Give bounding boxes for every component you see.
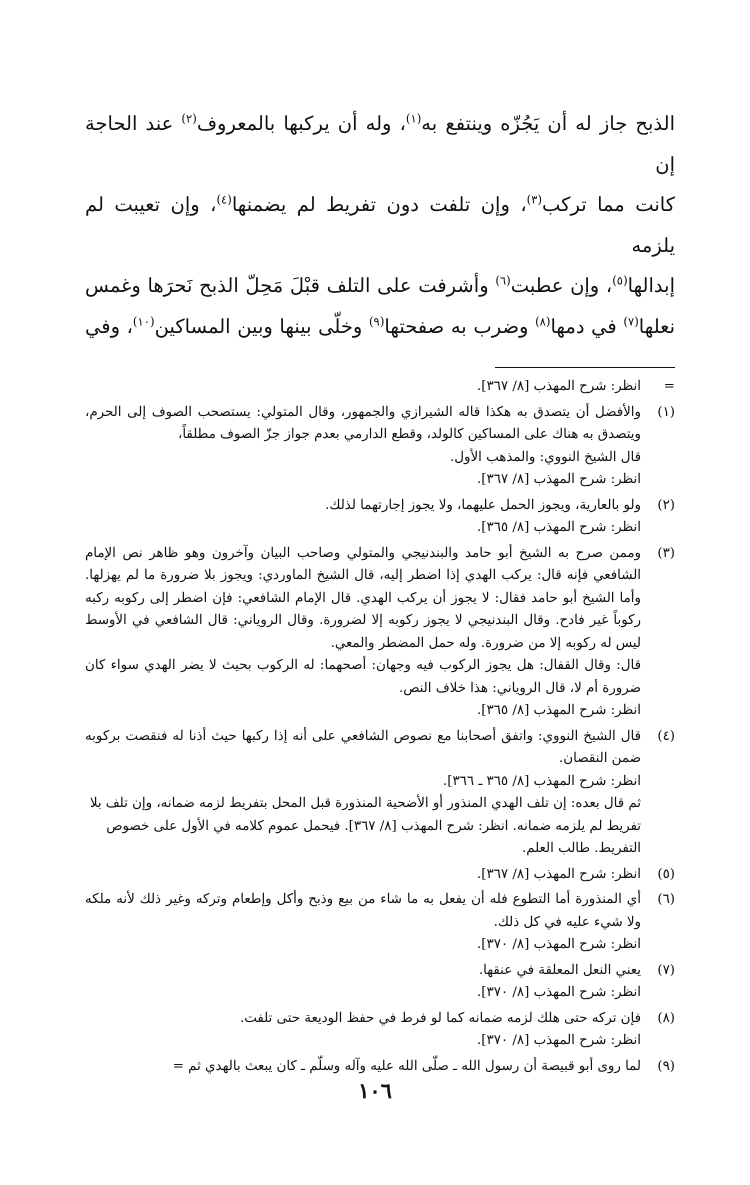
footnote-line: وممن صرح به الشيخ أبو حامد والبندنيجي والمتولي وصاحب البيان وآخرون وهو ظاهر نص الإمام الشافعي فإنه قال: يركب الهدي إذا اضطر إليه، قال الشيخ الماوردي: ويجوز بلا ضرورة ما لم يهزلها. وأما الشيخ أبو حامد فقال: لا يجوز أن يركب الهدي. قال الإمام الشافعي: فإن اضطر إلى ركوبه ركبه ركوباً غير فادح. وقال البندنيجي لا يجوز ركوبه إلا لضرورة. وقال الروياني: قال الشافعي في الأوسط ليس له ركوبه إلا من ضرورة. وله حمل المضطر والمعي. — [85, 545, 641, 651]
footnote-number: (٣) — [657, 545, 675, 561]
footnote-line: انظر: شرح المهذب [٨/ ٣٦٥]. — [477, 703, 641, 718]
footnotes-section — [85, 376, 675, 1078]
footnote-body — [85, 1056, 641, 1079]
main-text-line: نعلها$^{(٧)}$ في دمها$^{(٨)}$ وضرب به صفحتها$^{(٩)}$ وخلّى بينها وبين المساكين$^{(١٠)}$، وفي — [85, 314, 676, 338]
footnote-line: انظر: شرح المهذب [٨/ ٣٧٠]. — [477, 937, 641, 952]
footnote — [85, 864, 675, 887]
footnote-line: يعني النعل المعلقة في عنقها. — [478, 962, 641, 978]
footnote-number: (١) — [657, 404, 675, 420]
footnote — [85, 960, 675, 1005]
footnote-line: أي المنذورة أما التطوع فله أن يفعل به ما شاء من بيع وذبح وأكل وإطعام وتركه وغير ذلك لأنه ملكه ولا شيء عليه في كل ذلك. — [85, 892, 641, 930]
footnote-line: ثم قال بعده: إن تلف الهدي المنذور أو الأضحية المنذورة قبل المحل بتفريط لزمه ضمانه، وإن تلف بلا تفريط لم يلزمه ضمانه. انظر: شرح المهذب [٨/ ٣٦٧]. فيحمل عموم كلامه في الأول على خصوص التفريط. طالب العلم. — [89, 796, 641, 856]
main-text-line: إبدالها$^{(٥)}$، وإن عطبت$^{(٦)}$ وأشرفت على التلف قبْلَ مَحِلّ الذبح نَحرَها وغمس — [85, 273, 675, 297]
footnote — [85, 543, 675, 723]
footnote-number: = — [663, 379, 675, 394]
footnote-number: (٧) — [657, 962, 675, 978]
footnote-number: (٢) — [657, 497, 675, 513]
footnote — [85, 726, 675, 861]
footnote-line: قال الشيخ النووي: والمذهب الأول. — [450, 449, 641, 465]
main-text-line: الذبح جاز له أن يَجُزّه وينتفع به$^{(١)}$، وله أن يركبها بالمعروف$^{(٢)}$ عند الحاجة إن — [85, 111, 675, 176]
footnote-body — [85, 1008, 641, 1053]
footnote-line: انظر: شرح المهذب [٨/ ٣٧٠]. — [477, 985, 641, 1000]
footnote-line: ولو بالعارية، ويجوز الحمل عليهما، ولا يجوز إجارتهما لذلك. — [325, 497, 641, 513]
footnote-number: (٦) — [657, 892, 675, 907]
footnote-body — [85, 960, 641, 1005]
footnote-body — [85, 543, 641, 723]
page-number: ١٠٦ — [358, 1078, 392, 1103]
footnote-body — [85, 402, 641, 492]
footnote — [85, 402, 675, 492]
main-text — [85, 0, 675, 347]
footnote — [85, 1056, 675, 1079]
footnote — [85, 1008, 675, 1053]
footnote-line: انظر: شرح المهذب [٨/ ٣٦٧]. — [477, 379, 641, 394]
footnote-line: انظر: شرح المهذب [٨/ ٣٧٠]. — [477, 1033, 641, 1048]
footnote-number: (٤) — [657, 728, 675, 744]
footnote-line: انظر: شرح المهذب [٨/ ٣٦٧]. — [477, 472, 641, 487]
footnote-body — [85, 889, 641, 957]
footnote-line: فإن تركه حتى هلك لزمه ضمانه كما لو فرط في حفظ الوديعة حتى تلفت. — [239, 1010, 641, 1026]
footnote — [85, 376, 675, 399]
footnote — [85, 889, 675, 957]
footnote — [85, 495, 675, 540]
footnote-line: قال: وقال القفال: هل يجوز الركوب فيه وجهان: أصحهما: له الركوب بحيث لا يضر الهدي سواء كان ضرورة أم لا، قال الروياني: هذا خلاف النص. — [85, 658, 641, 696]
footnote-line: انظر: شرح المهذب [٨/ ٣٦٥ ـ ٣٦٦]. — [443, 773, 641, 789]
footnote-number: (٥) — [657, 866, 675, 882]
footnote-line: انظر: شرح المهذب [٨/ ٣٦٥]. — [477, 520, 641, 535]
footnote-line: قال الشيخ النووي: واتفق أصحابنا مع نصوص الشافعي على أنه إذا ركبها حيث أذنا له فنقصت بركوبه ضمن النقصان. — [85, 728, 641, 766]
footnote-line: والأفضل أن يتصدق به هكذا قاله الشيرازي والجمهور، وقال المتولي: يستصحب الصوف إلى الحرم، ويتصدق به هناك على المساكين كالولد، وقطع الدارمي بعدم جواز جزّ الصوف مطلقاً، — [85, 404, 641, 442]
footnote-number: (٩) — [657, 1058, 675, 1074]
footnote-body — [85, 376, 641, 399]
footnote-number: (٨) — [657, 1010, 675, 1026]
footnote-body — [85, 495, 641, 540]
footnote-line: لما روى أبو قبيصة أن رسول الله ـ صلّى الله عليه وآله وسلّم ـ كان يبعث بالهدي ثم = — [172, 1058, 641, 1074]
footnote-line: انظر: شرح المهذب [٨/ ٣٦٧]. — [477, 866, 641, 882]
footnote-body — [85, 726, 641, 861]
footnote-separator — [495, 367, 675, 368]
footnote-body — [85, 864, 641, 887]
main-text-line: كانت مما تركب$^{(٣)}$، وإن تلفت دون تفريط لم يضمنها$^{(٤)}$، وإن تعيبت لم يلزمه — [85, 192, 675, 257]
